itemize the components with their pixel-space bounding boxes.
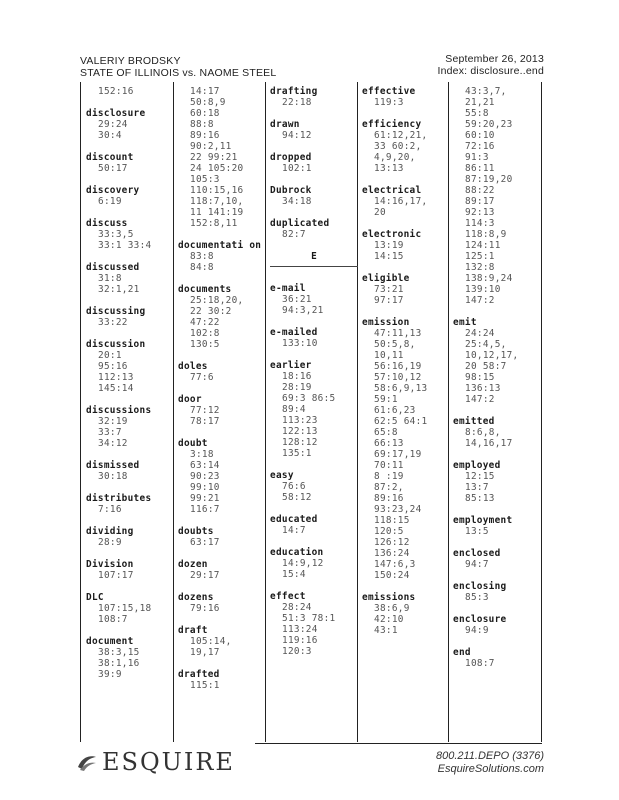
page-line-ref: 93:23,24 <box>374 504 422 515</box>
logo-wordmark: ESQUIRE <box>102 748 235 776</box>
page-line-ref: 43:1 <box>374 625 398 636</box>
index-term: DLC <box>86 592 104 603</box>
index-entry <box>453 515 541 537</box>
index-entry <box>270 119 358 141</box>
index-term: employed <box>453 460 501 471</box>
index-term: e-mailed <box>270 327 318 338</box>
page-line-ref: 38:6,9 <box>374 603 410 614</box>
page-line-ref: 36:21 <box>282 294 312 305</box>
page-line-ref: 86:11 <box>465 163 495 174</box>
page-line-ref: 70:11 <box>374 460 404 471</box>
page-line-ref: 76:6 <box>282 481 306 492</box>
page-line-ref: 18:16 <box>282 371 312 382</box>
index-term: discovery <box>86 185 140 196</box>
page-line-ref: 115:1 <box>190 680 220 691</box>
footer-rule <box>255 743 542 744</box>
index-entry <box>86 636 174 680</box>
page-line-ref: 14:16,17, <box>374 196 428 207</box>
page-line-ref: 152:8,11 <box>190 218 238 229</box>
index-term: enclosure <box>453 614 507 625</box>
page-line-ref: 98:15 <box>465 372 495 383</box>
index-term: doubt <box>178 438 208 449</box>
page-line-ref: 13:7 <box>465 482 489 493</box>
page-line-ref: 47:22 <box>190 317 220 328</box>
index-range: Index: disclosure..end <box>437 65 544 77</box>
page-line-ref: 78:17 <box>190 416 220 427</box>
page-line-ref: 38:3,15 <box>98 647 140 658</box>
page-line-ref: 33 60:2, <box>374 141 422 152</box>
section-letter: E <box>270 251 358 267</box>
index-entry <box>270 514 358 536</box>
page-line-ref: 136:13 <box>465 383 501 394</box>
index-entry <box>362 86 450 108</box>
index-entry <box>86 306 174 328</box>
index-entry <box>178 361 266 383</box>
page-line-ref: 55:8 <box>465 108 489 119</box>
index-entry <box>178 394 266 427</box>
page-line-ref: 61:12,21, <box>374 130 428 141</box>
page-line-ref: 85:13 <box>465 493 495 504</box>
page-line-ref: 28:24 <box>282 602 312 613</box>
page-line-ref: 28:9 <box>98 537 122 548</box>
page-line-ref: 20:1 <box>98 350 122 361</box>
index-term: emissions <box>362 592 416 603</box>
index-entry <box>178 284 266 350</box>
index-term: emitted <box>453 416 495 427</box>
column-divider <box>541 82 542 742</box>
page-line-ref: 32:19 <box>98 416 128 427</box>
page-line-ref: 3:18 <box>190 449 214 460</box>
page-line-ref: 63:14 <box>190 460 220 471</box>
website-url: EsquireSolutions.com <box>437 763 544 775</box>
index-term: documents <box>178 284 232 295</box>
page-line-ref: 22:18 <box>282 97 312 108</box>
esquire-logo <box>76 748 235 776</box>
swoosh-icon <box>76 751 98 773</box>
index-entry <box>86 262 174 295</box>
page-line-ref: 14:15 <box>374 251 404 262</box>
contact-info <box>436 750 544 776</box>
index-term: dropped <box>270 152 312 163</box>
index-entry <box>453 647 541 669</box>
page-line-ref: 119:16 <box>282 635 318 646</box>
page-line-ref: 59:1 <box>374 394 398 405</box>
page-line-ref: 61:6,23 <box>374 405 416 416</box>
index-entry <box>453 416 541 449</box>
page-line-ref: 105:3 <box>190 174 220 185</box>
index-term: emission <box>362 317 410 328</box>
index-term: enclosing <box>453 581 507 592</box>
page-line-ref: 69:3 86:5 <box>282 393 336 404</box>
deposition-date: September 26, 2013 <box>445 53 544 65</box>
page-line-ref: 22 30:2 <box>190 306 232 317</box>
page-line-ref: 33:22 <box>98 317 128 328</box>
page-line-ref: 10,11 <box>374 350 404 361</box>
index-term: documentati on <box>178 240 262 251</box>
index-entry <box>86 108 174 141</box>
witness-name: VALERIY BRODSKY <box>80 55 181 67</box>
index-entry <box>453 317 541 405</box>
page-line-ref: 99:10 <box>190 482 220 493</box>
page-line-ref: 4,9,20, <box>374 152 416 163</box>
page-line-ref: 13:13 <box>374 163 404 174</box>
index-entry <box>453 460 541 504</box>
page-line-ref: 14:17 <box>190 86 220 97</box>
index-term: eligible <box>362 273 410 284</box>
index-term: discussion <box>86 339 146 350</box>
index-term: duplicated <box>270 218 330 229</box>
index-column <box>270 86 358 668</box>
page-line-ref: 11 141:19 <box>190 207 244 218</box>
index-entry <box>453 86 541 306</box>
page-line-ref: 20 58:7 <box>465 361 507 372</box>
page-line-ref: 113:23 <box>282 415 318 426</box>
page-line-ref: 112:13 <box>98 372 134 383</box>
index-entry <box>86 405 174 449</box>
index-entry <box>362 229 450 262</box>
index-term: dozen <box>178 559 208 570</box>
index-term: disclosure <box>86 108 146 119</box>
page-line-ref: 152:16 <box>98 86 134 97</box>
page-line-ref: 125:1 <box>465 251 495 262</box>
index-entry <box>270 591 358 657</box>
index-entry <box>362 185 450 218</box>
index-term: document <box>86 636 134 647</box>
index-term: discussing <box>86 306 146 317</box>
page-line-ref: 89:4 <box>282 404 306 415</box>
index-term: effective <box>362 86 416 97</box>
page-line-ref: 95:16 <box>98 361 128 372</box>
page-line-ref: 19,17 <box>190 647 220 658</box>
page-line-ref: 28:19 <box>282 382 312 393</box>
page-line-ref: 42:10 <box>374 614 404 625</box>
page-line-ref: 85:3 <box>465 592 489 603</box>
index-term: dividing <box>86 526 134 537</box>
page-line-ref: 69:17,19 <box>374 449 422 460</box>
index-entry <box>270 152 358 174</box>
page-line-ref: 147:2 <box>465 394 495 405</box>
page-line-ref: 147:6,3 <box>374 559 416 570</box>
index-term: electronic <box>362 229 422 240</box>
index-column <box>86 86 174 691</box>
index-term: discussions <box>86 405 152 416</box>
page-line-ref: 114:3 <box>465 218 495 229</box>
index-entry <box>362 592 450 636</box>
index-entry <box>270 360 358 459</box>
index-term: electrical <box>362 185 422 196</box>
page-line-ref: 118:8,9 <box>465 229 507 240</box>
page-line-ref: 62:5 64:1 <box>374 416 428 427</box>
page-line-ref: 92:13 <box>465 207 495 218</box>
page-line-ref: 94:7 <box>465 559 489 570</box>
page-line-ref: 145:14 <box>98 383 134 394</box>
page-line-ref: 59:20,23 <box>465 119 513 130</box>
index-entry <box>86 526 174 548</box>
page-line-ref: 21,21 <box>465 97 495 108</box>
case-caption <box>80 55 276 79</box>
page-line-ref: 113:24 <box>282 624 318 635</box>
page-line-ref: 25:18,20, <box>190 295 244 306</box>
page-line-ref: 14,16,17 <box>465 438 513 449</box>
index-entry <box>86 339 174 394</box>
page-line-ref: 77:6 <box>190 372 214 383</box>
page-line-ref: 6:19 <box>98 196 122 207</box>
index-column <box>178 86 266 702</box>
index-term: dozens <box>178 592 214 603</box>
index-column <box>362 86 450 647</box>
page-line-ref: 33:7 <box>98 427 122 438</box>
page-line-ref: 150:24 <box>374 570 410 581</box>
page-line-ref: 118:7,10, <box>190 196 244 207</box>
page-line-ref: 34:12 <box>98 438 128 449</box>
page-line-ref: 97:17 <box>374 295 404 306</box>
page-line-ref: 87:19,20 <box>465 174 513 185</box>
page-line-ref: 126:12 <box>374 537 410 548</box>
page-line-ref: 63:17 <box>190 537 220 548</box>
page-line-ref: 99:21 <box>190 493 220 504</box>
page-line-ref: 33:3,5 <box>98 229 134 240</box>
page-line-ref: 34:18 <box>282 196 312 207</box>
index-entry <box>362 317 450 581</box>
page-line-ref: 29:24 <box>98 119 128 130</box>
index-entry <box>178 669 266 691</box>
page-line-ref: 116:7 <box>190 504 220 515</box>
page-line-ref: 128:12 <box>282 437 318 448</box>
index-entry <box>270 218 358 240</box>
page-line-ref: 120:5 <box>374 526 404 537</box>
page-line-ref: 8:6,8, <box>465 427 501 438</box>
index-term: draft <box>178 625 208 636</box>
page-line-ref: 83:8 <box>190 251 214 262</box>
page-line-ref: 56:16,19 <box>374 361 422 372</box>
page-line-ref: 110:15,16 <box>190 185 244 196</box>
page-line-ref: 43:3,7, <box>465 86 507 97</box>
index-term: efficiency <box>362 119 422 130</box>
index-term: e-mail <box>270 283 306 294</box>
page-line-ref: 108:7 <box>465 658 495 669</box>
index-term: discount <box>86 152 134 163</box>
page-line-ref: 25:4,5, <box>465 339 507 350</box>
index-term: discussed <box>86 262 140 273</box>
page-line-ref: 14:9,12 <box>282 558 324 569</box>
page-line-ref: 65:8 <box>374 427 398 438</box>
page-line-ref: 90:2,11 <box>190 141 232 152</box>
index-entry <box>86 185 174 207</box>
index-term: educated <box>270 514 318 525</box>
index-term: Division <box>86 559 134 570</box>
page-line-ref: 51:3 78:1 <box>282 613 336 624</box>
page-line-ref: 38:1,16 <box>98 658 140 669</box>
page-line-ref: 72:16 <box>465 141 495 152</box>
page-line-ref: 79:16 <box>190 603 220 614</box>
index-entry <box>86 592 174 625</box>
index-entry <box>270 185 358 207</box>
index-entry <box>453 581 541 603</box>
page-line-ref: 102:8 <box>190 328 220 339</box>
index-term: dismissed <box>86 460 140 471</box>
page-line-ref: 33:1 33:4 <box>98 240 152 251</box>
page-line-ref: 10,12,17, <box>465 350 519 361</box>
page-line-ref: 13:5 <box>465 526 489 537</box>
page-line-ref: 119:3 <box>374 97 404 108</box>
page-line-ref: 91:3 <box>465 152 489 163</box>
page-line-ref: 94:9 <box>465 625 489 636</box>
page-line-ref: 24:24 <box>465 328 495 339</box>
index-term: emit <box>453 317 477 328</box>
index-entry <box>453 548 541 570</box>
page-line-ref: 82:7 <box>282 229 306 240</box>
page-line-ref: 58:12 <box>282 492 312 503</box>
page-line-ref: 22 99:21 <box>190 152 238 163</box>
index-entry <box>86 460 174 482</box>
page-line-ref: 139:10 <box>465 284 501 295</box>
index-entry <box>178 526 266 548</box>
index-entry <box>178 438 266 515</box>
index-entry <box>362 273 450 306</box>
page-line-ref: 102:1 <box>282 163 312 174</box>
index-entry <box>362 119 450 174</box>
page-line-ref: 77:12 <box>190 405 220 416</box>
index-term: drafting <box>270 86 318 97</box>
page-line-ref: 87:2, <box>374 482 404 493</box>
index-term: earlier <box>270 360 312 371</box>
index-term: discuss <box>86 218 128 229</box>
page-line-ref: 138:9,24 <box>465 273 513 284</box>
index-entry <box>86 152 174 174</box>
page-line-ref: 50:17 <box>98 163 128 174</box>
index-term: door <box>178 394 202 405</box>
page-line-ref: 108:7 <box>98 614 128 625</box>
index-term: enclosed <box>453 548 501 559</box>
page-line-ref: 31:8 <box>98 273 122 284</box>
page-line-ref: 57:10,12 <box>374 372 422 383</box>
page-line-ref: 50:8,9 <box>190 97 226 108</box>
page-line-ref: 132:8 <box>465 262 495 273</box>
page-line-ref: 29:17 <box>190 570 220 581</box>
page-line-ref: 94:12 <box>282 130 312 141</box>
index-entry <box>270 283 358 316</box>
page-line-ref: 124:11 <box>465 240 501 251</box>
page-line-ref: 58:6,9,13 <box>374 383 428 394</box>
page-line-ref: 20 <box>374 207 386 218</box>
index-term: effect <box>270 591 306 602</box>
index-term: drawn <box>270 119 300 130</box>
page-line-ref: 7:16 <box>98 504 122 515</box>
index-entry <box>453 614 541 636</box>
page-line-ref: 13:19 <box>374 240 404 251</box>
case-title: STATE OF ILLINOIS vs. NAOME STEEL <box>80 67 277 79</box>
index-term: employment <box>453 515 513 526</box>
index-entry <box>178 592 266 614</box>
page-line-ref: 135:1 <box>282 448 312 459</box>
page-line-ref: 118:15 <box>374 515 410 526</box>
page-line-ref: 24 105:20 <box>190 163 244 174</box>
page-line-ref: 47:11,13 <box>374 328 422 339</box>
index-entry <box>270 327 358 349</box>
page-line-ref: 14:7 <box>282 525 306 536</box>
page-line-ref: 30:4 <box>98 130 122 141</box>
page-line-ref: 107:15,18 <box>98 603 152 614</box>
index-term: doubts <box>178 526 214 537</box>
word-index-table <box>80 82 542 742</box>
page-line-ref: 89:16 <box>374 493 404 504</box>
index-entry <box>270 470 358 503</box>
index-entry <box>178 559 266 581</box>
phone-number: 800.211.DEPO (3376) <box>435 750 544 762</box>
column-divider <box>80 82 81 742</box>
page-line-ref: 50:5,8, <box>374 339 416 350</box>
page-line-ref: 147:2 <box>465 295 495 306</box>
page-line-ref: 136:24 <box>374 548 410 559</box>
page-line-ref: 120:3 <box>282 646 312 657</box>
page-line-ref: 89:17 <box>465 196 495 207</box>
page-line-ref: 88:22 <box>465 185 495 196</box>
page-line-ref: 84:8 <box>190 262 214 273</box>
page-line-ref: 66:13 <box>374 438 404 449</box>
page-line-ref: 130:5 <box>190 339 220 350</box>
page-line-ref: 39:9 <box>98 669 122 680</box>
page-line-ref: 60:18 <box>190 108 220 119</box>
page-line-ref: 122:13 <box>282 426 318 437</box>
page-line-ref: 30:18 <box>98 471 128 482</box>
page-line-ref: 90:23 <box>190 471 220 482</box>
index-term: drafted <box>178 669 220 680</box>
page-line-ref: 94:3,21 <box>282 305 324 316</box>
page-line-ref: 88:8 <box>190 119 214 130</box>
index-term: Dubrock <box>270 185 312 196</box>
page-line-ref: 73:21 <box>374 284 404 295</box>
page-line-ref: 89:16 <box>190 130 220 141</box>
index-entry <box>270 86 358 108</box>
index-term: doles <box>178 361 208 372</box>
index-entry <box>86 218 174 251</box>
index-term: end <box>453 647 471 658</box>
page-line-ref: 32:1,21 <box>98 284 140 295</box>
index-entry <box>86 493 174 515</box>
index-entry <box>178 86 266 229</box>
index-entry <box>178 625 266 658</box>
page-line-ref: 12:15 <box>465 471 495 482</box>
page-line-ref: 133:10 <box>282 338 318 349</box>
index-term: distributes <box>86 493 152 504</box>
index-entry <box>178 240 266 273</box>
index-entry <box>86 559 174 581</box>
index-entry <box>270 547 358 580</box>
index-term: easy <box>270 470 294 481</box>
index-term: education <box>270 547 324 558</box>
page-line-ref: 107:17 <box>98 570 134 581</box>
page-line-ref: 105:14, <box>190 636 232 647</box>
date-index-block <box>437 53 544 77</box>
index-column <box>453 86 541 680</box>
index-entry <box>86 86 174 97</box>
page-line-ref: 60:10 <box>465 130 495 141</box>
page-line-ref: 15:4 <box>282 569 306 580</box>
page-line-ref: 8 :19 <box>374 471 404 482</box>
